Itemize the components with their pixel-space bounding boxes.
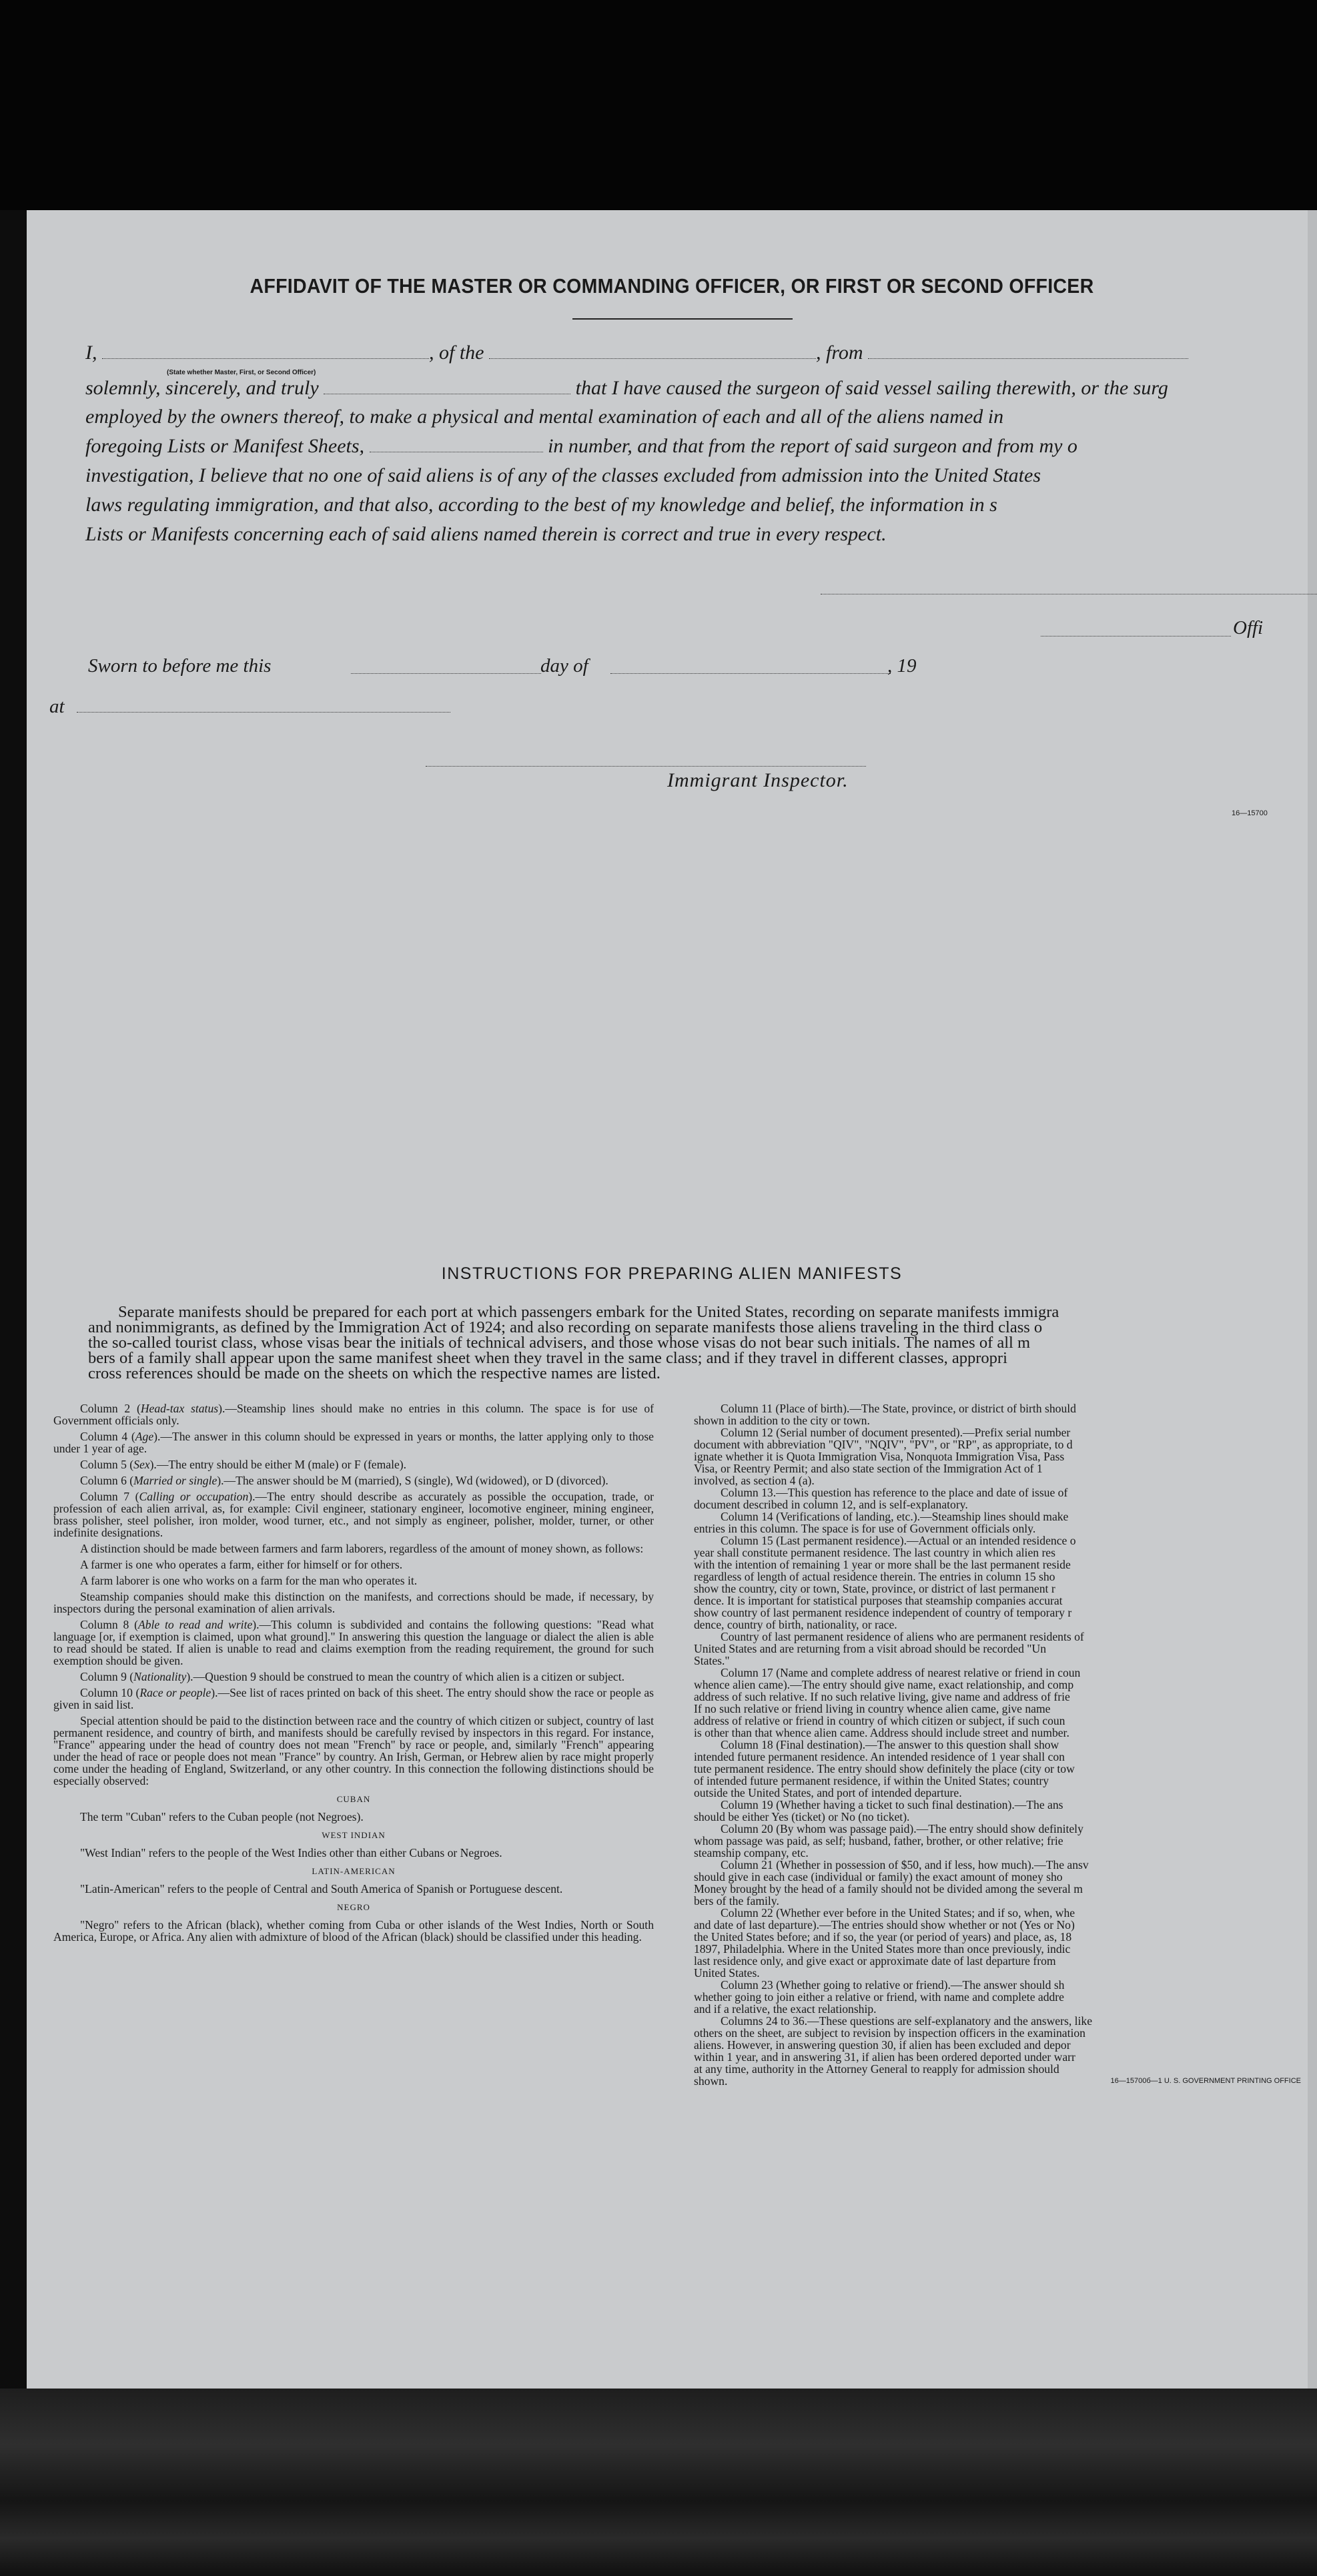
right-column-line: within 1 year, and in answering 31, if alien has been ordered deported under warr <box>694 2050 1075 2064</box>
right-column-line: Country of last permanent residence of aliens who are permanent residents of <box>721 1630 1084 1643</box>
document-page <box>27 210 1317 2389</box>
sworn-text: Sworn to before me this <box>88 655 272 677</box>
right-column-line: show country of last permanent residence independent of country of temporary r <box>694 1606 1072 1619</box>
right-column-line: at any time, authority in the Attorney General to reapply for admission should <box>694 2062 1059 2076</box>
right-column-line: Column 12 (Serial number of document presented).—Prefix serial number <box>721 1426 1071 1439</box>
column-8-instruction: Column 8 (Able to read and write).—This column is subdivided and contains the following questions: "Read what language [or, if exemption is claimed, upon what ground]." In answering this question the language or dialect the alien is able to read should be stated. If alien is unable to read and claims exemption from the reading requirement, the ground for such exemption should be given. <box>53 1618 654 1667</box>
right-column-line: whether going to join either a relative or friend, with name and complete addre <box>694 1990 1064 2004</box>
right-column-line: should be either Yes (ticket) or No (no ticket). <box>694 1810 910 1823</box>
farmer-definition: A farmer is one who operates a farm, either for himself or for others. <box>80 1558 403 1571</box>
right-column-line: Column 13.—This question has reference to the place and date of issue of <box>721 1486 1068 1499</box>
officer-name-blank[interactable] <box>102 356 429 359</box>
column-10-instruction: Column 10 (Race or people).—See list of races printed on back of this sheet. The entry should show the race or people as given in said list. <box>53 1686 654 1711</box>
intro-line: bers of a family shall appear upon the same manifest sheet when they travel in the same class; and if they travel in different classes, appropri <box>88 1349 1007 1367</box>
right-column-line: Money brought by the head of a family should not be divided among the several m <box>694 1882 1083 1895</box>
scan-bottom-border <box>0 2389 1317 2576</box>
affidavit-line-5: investigation, I believe that no one of said aliens is of any of the classes excluded from admission into the United States <box>85 464 1041 486</box>
negro-heading: NEGRO <box>337 1902 370 1912</box>
right-column-line: ignate whether it is Quota Immigration Visa, Nonquota Immigration Visa, Pass <box>694 1450 1065 1463</box>
right-column-line: regardless of length of actual residence therein. The entries in column 15 sho <box>694 1570 1055 1583</box>
west-indian-heading: WEST INDIAN <box>322 1830 386 1840</box>
right-column-line: Column 19 (Whether having a ticket to such final destination).—The ans <box>721 1798 1063 1811</box>
right-column-line: address of relative or friend in country of which citizen or subject, if such coun <box>694 1714 1065 1727</box>
right-column-line: and date of last departure).—The entries should show whether or not (Yes or No) <box>694 1918 1075 1931</box>
right-column-line: shown. <box>694 2074 728 2088</box>
race-country-note: Special attention should be paid to the distinction between race and the country of which citizen or subject, country of last permanent residence, and country of birth, and manifests should be carefully revised by inspectors in this regard. For instance, "France" appearing under the head of country does not mean "French" by race or people, and, similarly "French" appearing under the head of race or people does not mean "France" by country. An Irish, German, or Hebrew alien by race might properly come under the heading of England, Switzerland, or any other country. In this connection the following distinctions should be especially observed: <box>53 1714 654 1787</box>
cuban-heading: CUBAN <box>336 1794 371 1804</box>
right-column-line: should give in each case (individual or family) the exact amount of money sho <box>694 1870 1063 1883</box>
cuban-definition: The term "Cuban" refers to the Cuban people (not Negroes). <box>80 1810 364 1823</box>
form-number: 16—15700 <box>1232 809 1268 817</box>
affidavit-title: AFFIDAVIT OF THE MASTER OR COMMANDING OFFICER, OR FIRST OR SECOND OFFICER <box>250 274 1094 298</box>
column-2-instruction: Column 2 (Head-tax status).—Steamship lines should make no entries in this column. The space is for use of Government officials only. <box>53 1402 654 1427</box>
right-column-line: year shall constitute permanent residence. The last country in which alien res <box>694 1546 1055 1559</box>
intro-line: and nonimmigrants, as defined by the Immigration Act of 1924; and also recording on separate manifests those aliens traveling in the third class o <box>88 1318 1043 1336</box>
instructions-right-column <box>694 1402 1317 2087</box>
right-column-line: bers of the family. <box>694 1894 779 1907</box>
right-column-line: If no such relative or friend living in country whence alien came, give name <box>694 1702 1051 1715</box>
day-of-text: day of <box>540 655 588 677</box>
right-column-line: the United States before; and if so, the year (or period of years) and place, as, 18 <box>694 1930 1072 1944</box>
right-column-line: document described in column 12, and is self-explanatory. <box>694 1498 968 1511</box>
intro-line: cross references should be made on the sheets on which the respective names are listed. <box>88 1364 661 1382</box>
latin-american-definition: "Latin-American" refers to the people of Central and South America of Spanish or Portuguese descent. <box>80 1882 563 1895</box>
right-column-line: shown in addition to the city or town. <box>694 1414 870 1427</box>
year-prefix: , 19 <box>887 655 917 677</box>
right-column-line: involved, as section 4 (a). <box>694 1474 815 1487</box>
steamship-note: Steamship companies should make this distinction on the manifests, and corrections should be made, if necessary, by inspectors during the personal examination of alien arrivals. <box>53 1590 654 1615</box>
instructions-title: INSTRUCTIONS FOR PREPARING ALIEN MANIFESTS <box>441 1264 903 1283</box>
right-column-line: Column 14 (Verifications of landing, etc.).—Steamship lines should make <box>721 1510 1069 1523</box>
right-column-line: with the intention of remaining 1 year or more shall be the last permanent reside <box>694 1558 1071 1571</box>
right-column-line: dence, country of birth, nationality, or race. <box>694 1618 897 1631</box>
printer-imprint: 16—15700б—1 U. S. GOVERNMENT PRINTING OFFICE <box>1110 2077 1301 2085</box>
right-column-line: others on the sheet, are subject to revision by inspection officers in the examination <box>694 2026 1085 2040</box>
right-column-line: Visa, or Reentry Permit; and also state section of the Immigration Act of 1 <box>694 1462 1043 1475</box>
intro-line: Separate manifests should be prepared for each port at which passengers embark for the United States, recording on separate manifests immigra <box>118 1303 1059 1321</box>
name-blank-2[interactable] <box>324 391 570 394</box>
sworn-day-blank[interactable] <box>351 673 541 674</box>
right-column-line: 1897, Philadelphia. Where in the United States more than once previously, indic <box>694 1942 1071 1956</box>
text-foregoing: foregoing Lists or Manifest Sheets, <box>85 435 365 457</box>
right-column-line: Column 22 (Whether ever before in the United States; and if so, when, whe <box>721 1906 1075 1919</box>
right-column-line: and if a relative, the exact relationship. <box>694 2002 877 2016</box>
title-underline <box>572 318 793 320</box>
right-column-line: aliens. However, in answering question 30, if alien has been excluded and depor <box>694 2038 1071 2052</box>
place-blank[interactable] <box>77 712 450 713</box>
right-column-line: Column 23 (Whether going to relative or friend).—The answer should sh <box>721 1978 1065 1992</box>
affidavit-line-2 <box>85 377 1168 400</box>
inspector-signature-line[interactable] <box>426 766 866 767</box>
right-column-line: of intended future permanent residence, if within the United States; country <box>694 1774 1049 1787</box>
right-column-line: Columns 24 to 36.—These questions are self-explanatory and the answers, like <box>721 2014 1093 2028</box>
affidavit-line-4 <box>85 435 1077 458</box>
column-7-instruction: Column 7 (Calling or occupation).—The entry should describe as accurately as possible the occupation, trade, or profession of each alien arrival, as, for example: Civil engineer, stationary engineer, locomotive engineer, mining engineer, brass polisher, steel polisher, iron molder, wood turner, etc., and not simply as engineer, polisher, molder, turner, or other indefinite designations. <box>53 1490 654 1539</box>
affidavit-line-7: Lists or Manifests concerning each of said aliens named therein is correct and true in every respect. <box>85 523 887 545</box>
right-column-line: address of such relative. If no such relative living, give name and address of frie <box>694 1690 1070 1703</box>
instructions-intro <box>88 1304 1309 1381</box>
column-4-instruction: Column 4 (Age).—The answer in this column should be expressed in years or months, the latter applying only to those under 1 year of age. <box>53 1430 654 1455</box>
affidavit-line-1 <box>85 342 1188 364</box>
at-text: at <box>49 696 65 717</box>
right-column-line: tute permanent residence. The entry should show definitely the place (city or tow <box>694 1762 1075 1775</box>
right-column-line: Column 17 (Name and complete address of nearest relative or friend in coun <box>721 1666 1081 1679</box>
right-column-line: steamship company, etc. <box>694 1846 809 1859</box>
inspector-label: Immigrant Inspector. <box>667 769 849 791</box>
affidavit-line-3: employed by the owners thereof, to make a physical and mental examination of each and all of the aliens named in <box>85 406 1004 428</box>
officer-rank-note: (State whether Master, First, or Second Officer) <box>167 369 316 376</box>
right-column-line: outside the United States, and port of intended departure. <box>694 1786 962 1799</box>
office-label: Offi <box>1233 617 1264 638</box>
right-column-line: Column 15 (Last permanent residence).—Actual or an intended residence o <box>721 1534 1076 1547</box>
affidavit-line-6: laws regulating immigration, and that also, according to the best of my knowledge and belief, the information in s <box>85 494 997 516</box>
instructions-left-column <box>53 1402 654 1947</box>
right-column-line: whom passage was paid, as self; husband, father, brother, or other relative; frie <box>694 1834 1063 1847</box>
right-column-line: last residence only, and give exact or approximate date of last departure from <box>694 1954 1056 1968</box>
vessel-name-blank[interactable] <box>489 356 816 359</box>
right-column-line: document with abbreviation "QIV", "NQIV", "PV", or "RP", as appropriate, to d <box>694 1438 1073 1451</box>
right-column-line: Column 20 (By whom was passage paid).—The entry should show definitely <box>721 1822 1083 1835</box>
column-6-instruction: Column 6 (Married or single).—The answer should be M (married), S (single), Wd (widowed), or D (divorced). <box>80 1474 608 1487</box>
text-of-the: , of the <box>429 342 484 364</box>
west-indian-definition: "West Indian" refers to the people of the West Indies other than either Cubans or Negroes. <box>80 1846 502 1859</box>
right-column-line: Column 18 (Final destination).—The answer to this question shall show <box>721 1738 1059 1751</box>
latin-american-heading: LATIN-AMERICAN <box>312 1866 396 1876</box>
right-column-line: dence. It is important for statistical purposes that steamship companies accurat <box>694 1594 1063 1607</box>
right-column-line: entries in this column. The space is for use of Government officials only. <box>694 1522 1036 1535</box>
right-column-line: whence alien came).—The entry should give name, exact relationship, and comp <box>694 1678 1074 1691</box>
number-blank[interactable] <box>370 449 543 452</box>
right-column-line: States." <box>694 1654 730 1667</box>
right-column-line: United States. <box>694 1966 760 1980</box>
column-9-instruction: Column 9 (Nationality).—Question 9 should be construed to mean the country of which alien is a citizen or subject. <box>80 1670 624 1683</box>
sworn-month-blank[interactable] <box>610 673 891 674</box>
negro-definition: "Negro" refers to the African (black), whether coming from Cuba or other islands of the West Indies, North or South America, Europe, or Africa. Any alien with admixture of blood of the African (black) should be classified under this heading. <box>53 1918 654 1944</box>
right-column-line: intended future permanent residence. An intended residence of 1 year shall con <box>694 1750 1065 1763</box>
right-column-line: Column 11 (Place of birth).—The State, province, or district of birth should <box>721 1402 1076 1415</box>
right-column-line: United States and are returning from a visit abroad should be recorded "Un <box>694 1642 1046 1655</box>
farm-laborer-definition: A farm laborer is one who works on a farm for the man who operates it. <box>80 1574 418 1587</box>
right-column-line: show the country, city or town, State, province, or district of last permanent r <box>694 1582 1055 1595</box>
intro-line: the so-called tourist class, whose visas bear the initials of technical advisers, and those whose visas do not bear such initials. The names of all m <box>88 1334 1031 1352</box>
text-in-number: in number, and that from the report of said surgeon and from my o <box>548 435 1077 457</box>
right-column-line: is other than that whence alien came. Address should include street and number. <box>694 1726 1069 1739</box>
text-solemnly: solemnly, sincerely, and truly <box>85 377 319 399</box>
right-column-line: Column 21 (Whether in possession of $50, and if less, how much).—The ansv <box>721 1858 1089 1871</box>
text-surgeon: that I have caused the surgeon of said vessel sailing therewith, or the surg <box>575 377 1168 399</box>
scan-top-border <box>0 0 1317 210</box>
port-blank[interactable] <box>868 356 1188 359</box>
farmer-distinction: A distinction should be made between farmers and farm laborers, regardless of the amount of money shown, as follows: <box>80 1542 644 1555</box>
text-i: I, <box>85 342 97 364</box>
text-from: , from <box>816 342 863 364</box>
column-5-instruction: Column 5 (Sex).—The entry should be either M (male) or F (female). <box>80 1458 407 1471</box>
